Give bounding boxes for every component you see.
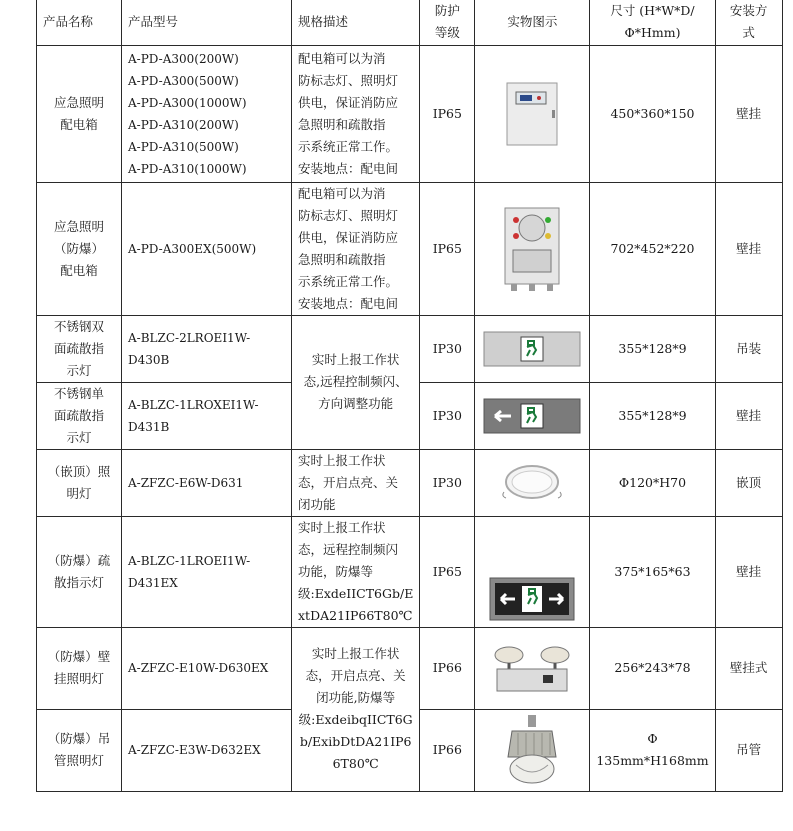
product-spec: 配电箱可以为消 防标志灯、照明灯 供电，保证消防应 急照明和疏散指 示系统正常工作。 安装地点：配电间 xyxy=(292,182,420,315)
product-install: 吊装 xyxy=(715,315,782,382)
product-name: （防爆）壁 挂照明灯 xyxy=(37,627,122,709)
header-image: 实物图示 xyxy=(475,0,590,45)
product-ip: IP30 xyxy=(420,449,475,516)
exit-sign-single-icon xyxy=(483,398,581,434)
header-install: 安装方 式 xyxy=(715,0,782,45)
table-row xyxy=(37,315,783,382)
product-install: 吊管 xyxy=(715,709,782,791)
product-spec: 实时上报工作状 态，开启点亮、关 闭功能,防爆等 级:ExdeibqIICT6G b/ExibDtDA21IP6 6T80℃ xyxy=(292,627,420,791)
product-size: Φ 135mm*H168mm xyxy=(590,709,715,791)
product-ip: IP66 xyxy=(420,709,475,791)
product-spec: 实时上报工作状 态，远程控制频闪 功能，防爆等 级:ExdeIICT6Gb/E xtDA21IP66T80℃ xyxy=(292,516,420,627)
product-model: A-PD-A300(200W) A-PD-A300(500W) A-PD-A300(1000W) A-PD-A310(200W) A-PD-A310(500W) A-PD-A310(1000W) xyxy=(122,45,292,182)
product-install: 壁挂 xyxy=(715,182,782,315)
table-row xyxy=(37,516,783,627)
exit-sign-double-icon xyxy=(483,331,581,367)
product-name: （防爆）疏 散指示灯 xyxy=(37,516,122,627)
product-model: A-BLZC-1LROXEI1W-D431B xyxy=(122,382,292,449)
product-ip: IP30 xyxy=(420,382,475,449)
product-ip: IP30 xyxy=(420,315,475,382)
product-size: 355*128*9 xyxy=(590,382,715,449)
product-ip: IP65 xyxy=(420,516,475,627)
product-spec: 配电箱可以为消 防标志灯、照明灯 供电，保证消防应 急照明和疏散指 示系统正常工作。 安装地点：配电间 xyxy=(292,45,420,182)
header-model: 产品型号 xyxy=(122,0,292,45)
header-row xyxy=(37,0,783,45)
explosion-proof-box-icon xyxy=(503,206,561,292)
product-size: 702*452*220 xyxy=(590,182,715,315)
twin-head-wall-light-icon xyxy=(487,641,577,695)
pendant-light-icon xyxy=(502,713,562,787)
product-model: A-BLZC-2LROEI1W-D430B xyxy=(122,315,292,382)
explosion-proof-exit-sign-icon xyxy=(489,577,575,621)
product-size: 355*128*9 xyxy=(590,315,715,382)
product-name: （防爆）吊 管照明灯 xyxy=(37,709,122,791)
product-name: 不锈钢单 面疏散指 示灯 xyxy=(37,382,122,449)
product-ip: IP65 xyxy=(420,45,475,182)
product-name: 应急照明 （防爆） 配电箱 xyxy=(37,182,122,315)
product-name: 应急照明 配电箱 xyxy=(37,45,122,182)
product-model: A-BLZC-1LROEI1W-D431EX xyxy=(122,516,292,627)
product-model: A-ZFZC-E6W-D631 xyxy=(122,449,292,516)
table-row xyxy=(37,45,783,182)
product-install: 壁挂 xyxy=(715,45,782,182)
product-size: 256*243*78 xyxy=(590,627,715,709)
product-size: Φ120*H70 xyxy=(590,449,715,516)
product-model: A-ZFZC-E10W-D630EX xyxy=(122,627,292,709)
product-spec: 实时上报工作状 态，开启点亮、关 闭功能 xyxy=(292,449,420,516)
product-model: A-PD-A300EX(500W) xyxy=(122,182,292,315)
product-name: 不锈钢双 面疏散指 示灯 xyxy=(37,315,122,382)
header-spec: 规格描述 xyxy=(292,0,420,45)
product-name: （嵌顶）照 明灯 xyxy=(37,449,122,516)
product-install: 壁挂 xyxy=(715,382,782,449)
product-install: 壁挂式 xyxy=(715,627,782,709)
ceiling-light-icon xyxy=(500,462,564,504)
product-ip: IP66 xyxy=(420,627,475,709)
table-row xyxy=(37,449,783,516)
header-name: 产品名称 xyxy=(37,0,122,45)
distribution-box-icon xyxy=(506,82,558,146)
product-install: 嵌顶 xyxy=(715,449,782,516)
product-size: 450*360*150 xyxy=(590,45,715,182)
product-model: A-ZFZC-E3W-D632EX xyxy=(122,709,292,791)
product-size: 375*165*63 xyxy=(590,516,715,627)
header-ip: 防护 等级 xyxy=(420,0,475,45)
product-install: 壁挂 xyxy=(715,516,782,627)
product-spec: 实时上报工作状 态,远程控制频闪、 方向调整功能 xyxy=(292,315,420,449)
product-ip: IP65 xyxy=(420,182,475,315)
table-row xyxy=(37,627,783,709)
header-size: 尺寸 (H*W*D/ Φ*Hmm) xyxy=(590,0,715,45)
table-row xyxy=(37,182,783,315)
product-table xyxy=(36,0,783,792)
